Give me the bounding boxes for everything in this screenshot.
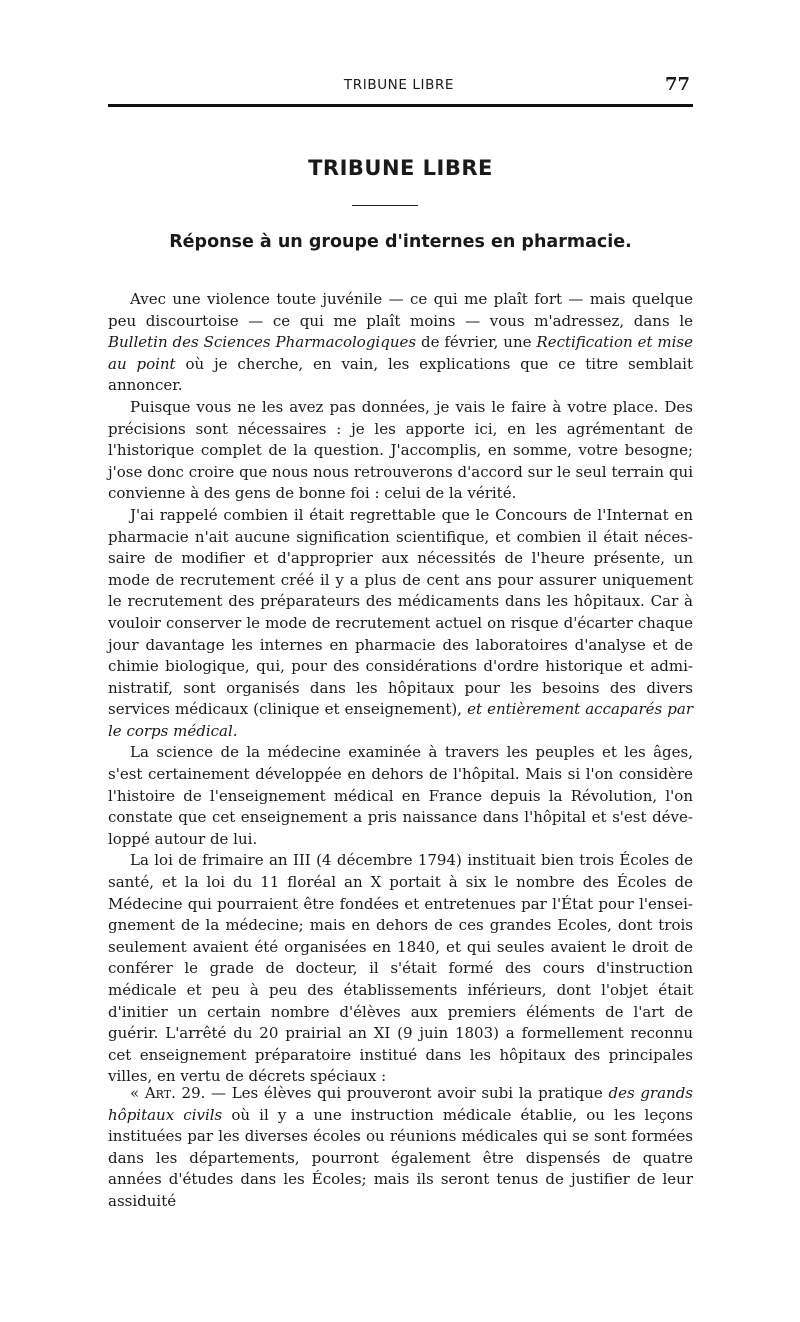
page-number: 77 xyxy=(664,74,690,95)
italic-text: des grands hôpitaux civils xyxy=(108,1084,693,1124)
header-rule xyxy=(108,104,693,107)
text-run: J'ai rappelé combien il était regrettable que le Concours de l'Internat en pharmacie n'ait aucune signification scientifique, et combien il était nécessaire de modifier et d'approprier aux nécessités de l'heure présente, un mode de recrutement créé il y a plus de cent ans pour assurer uniquement le recrutement des préparateurs des médicaments dans les hôpitaux. Car à vouloir conserver le mode de recrutement actuel on risque d'écarter chaque jour davantage les internes en pharmacie des laboratoires d'analyse et de chimie biologique, qui, pour des considérations d'ordre historique et administratif, sont organisés dans les hôpitaux pour les besoins des divers services médicaux (clinique et enseignement), xyxy=(108,505,693,719)
italic-text: Rectification et mise au point xyxy=(108,333,693,373)
section-title: TRIBUNE LIBRE xyxy=(308,156,493,180)
text-run: où il y a une instruction médicale établie, ou les leçons instituées par les diverses écoles ou réunions médicales qui se sont formées dans les départements, pourront également être dispensés de quatre années d'études dans les Écoles; mais ils seront tenus de justifier de leur assiduité xyxy=(108,1105,693,1210)
article-title: Réponse à un groupe d'internes en pharmacie. xyxy=(169,232,632,252)
title-divider xyxy=(352,205,418,206)
paragraph xyxy=(108,742,693,850)
quoted-article xyxy=(108,1083,693,1213)
running-header xyxy=(108,74,690,96)
text-run: de février, une xyxy=(416,333,537,352)
paragraph xyxy=(108,850,693,1088)
paragraph xyxy=(108,505,693,743)
text-run: Avec une violence toute juvénile — ce qui me plaît fort — mais quelque peu discourtoise — ce qui me plaît moins — vous m'adressez, dans le xyxy=(108,290,693,330)
paragraph xyxy=(108,289,693,397)
article-body xyxy=(108,289,693,1088)
italic-text: et entièrement accaparés par le corps médical. xyxy=(108,700,693,740)
text-run: 29. — Les élèves qui prouveront avoir subi la pratique xyxy=(175,1084,609,1102)
small-caps-text: Art. xyxy=(144,1084,176,1102)
running-title: TRIBUNE LIBRE xyxy=(343,77,455,93)
text-run: La loi de frimaire an III (4 décembre 1794) instituait bien trois Écoles de santé, et la loi du 11 floréal an X portait à six le nombre des Écoles de Médecine qui pourraient être fondées et entretenues par l'État pour l'enseignement de la médecine; mais en dehors de ces grandes Ecoles, dont trois seulement avaient été organisées en 1840, et qui seules avaient le droit de conférer le grade de docteur, il s'était formé des cours d'instruction médicale et peu à peu des établissements inférieurs, dont l'objet était d'initier un certain nombre d'élèves aux premiers éléments de l'art de guérir. L'arrêté du 20 prairial an XI (9 juin 1803) a formellement reconnu cet enseignement préparatoire institué dans les hôpitaux des principales villes, en vertu de décrets spéciaux : xyxy=(108,851,693,1086)
paragraph xyxy=(108,397,693,505)
text-run: où je cherche, en vain, les explications que ce titre semblait annoncer. xyxy=(108,354,693,395)
text-run: « xyxy=(130,1084,145,1102)
text-run: La science de la médecine examinée à travers les peuples et les âges, s'est certainement développée en dehors de l'hôpital. Mais si l'on considère l'histoire de l'enseignement médical en France depuis la Révolution, l'on constate que cet enseignement a pris naissance dans l'hôpital et s'est développé autour de lui. xyxy=(108,743,693,848)
quote-paragraph xyxy=(108,1083,693,1213)
text-run: Puisque vous ne les avez pas données, je vais le faire à votre place. Des précisions sont nécessaires : je les apporte ici, en les agrémentant de l'historique complet de la question. J'accomplis, en somme, votre besogne; j'ose donc croire que nous nous retrouverons d'accord sur le seul terrain qui convienne à des gens de bonne foi : celui de la vérité. xyxy=(108,397,693,503)
italic-text: Bulletin des Sciences Pharmacologiques xyxy=(108,333,417,352)
